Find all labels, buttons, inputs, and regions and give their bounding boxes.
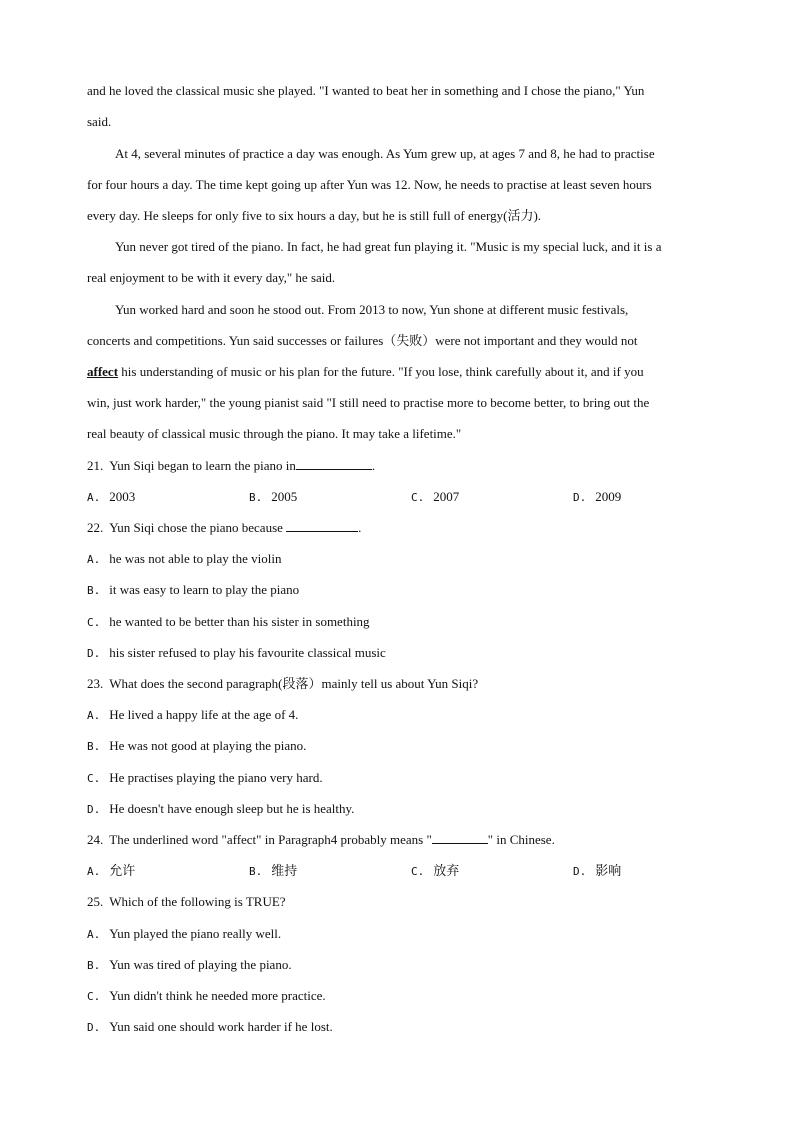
passage-line: [87, 363, 712, 381]
option-letter: D.: [87, 803, 101, 816]
answer-blank: [432, 831, 488, 844]
question-text-end: " in Chinese.: [487, 832, 555, 847]
option-text: Yun was tired of playing the piano.: [109, 957, 292, 972]
option-text: he wanted to be better than his sister in something: [109, 614, 370, 629]
option-text: it was easy to learn to play the piano: [109, 582, 300, 597]
option-text: 放弃: [433, 863, 460, 878]
question-text: Which of the following is TRUE?: [109, 894, 286, 909]
option-c[interactable]: [87, 769, 323, 787]
option-d[interactable]: [87, 1018, 333, 1036]
question-number: 24.: [87, 832, 104, 847]
option-letter: C.: [411, 865, 425, 878]
option-a[interactable]: [87, 706, 298, 724]
option-b[interactable]: [87, 581, 299, 599]
answer-blank: [296, 457, 372, 470]
option-text: Yun said one should work harder if he lost.: [109, 1019, 333, 1034]
option-letter: B.: [87, 959, 101, 972]
underlined-word: affect: [87, 364, 119, 379]
answer-blank: [286, 519, 358, 532]
option-text: Yun played the piano really well.: [109, 926, 282, 941]
option-text: his sister refused to play his favourite classical music: [109, 645, 386, 660]
option-d[interactable]: [87, 644, 386, 662]
question-number: 25.: [87, 894, 104, 909]
question-text-end: .: [358, 520, 362, 535]
option-a[interactable]: [87, 862, 135, 880]
passage-line: and he loved the classical music she played. "I wanted to beat her in something and I chose the piano," Yun: [87, 83, 645, 98]
option-a[interactable]: [87, 550, 281, 568]
option-text: 2003: [109, 489, 136, 504]
option-c[interactable]: [87, 987, 326, 1005]
option-text: He doesn't have enough sleep but he is healthy.: [109, 801, 355, 816]
option-text: He practises playing the piano very hard.: [109, 770, 323, 785]
option-d[interactable]: [573, 488, 621, 506]
option-text: 允许: [109, 863, 136, 878]
question-text-end: .: [371, 458, 376, 473]
question-21-stem: [87, 457, 712, 475]
option-c[interactable]: [411, 862, 459, 880]
option-text: He lived a happy life at the age of 4.: [109, 707, 299, 722]
option-text: he was not able to play the violin: [109, 551, 282, 566]
option-letter: C.: [87, 772, 101, 785]
option-letter: D.: [573, 491, 587, 504]
passage-line: Yun never got tired of the piano. In fact, he had great fun playing it. "Music is my special luck, and it is a: [115, 239, 662, 254]
passage-text: his understanding of music or his plan for the future. "If you lose, think carefully about it, and if you: [118, 364, 644, 379]
option-letter: C.: [87, 616, 101, 629]
option-c[interactable]: [87, 613, 370, 631]
option-letter: D.: [87, 647, 101, 660]
passage-line: every day. He sleeps for only five to six hours a day, but he is still full of energy(活力).: [87, 208, 542, 223]
option-text: 影响: [595, 863, 622, 878]
option-a[interactable]: [87, 488, 135, 506]
option-text: 2009: [595, 489, 622, 504]
option-letter: A.: [87, 709, 101, 722]
passage-line: Yun worked hard and soon he stood out. From 2013 to now, Yun shone at different music festivals,: [115, 302, 629, 317]
option-letter: A.: [87, 553, 101, 566]
option-b[interactable]: [249, 488, 297, 506]
passage-line: win, just work harder," the young pianist said "I still need to practise more to become better, to bring out the: [87, 395, 650, 410]
option-b[interactable]: [87, 737, 306, 755]
option-letter: B.: [249, 491, 263, 504]
option-b[interactable]: [87, 956, 292, 974]
question-text: Yun Siqi chose the piano because: [109, 520, 283, 535]
option-d[interactable]: [87, 800, 354, 818]
passage-line: At 4, several minutes of practice a day was enough. As Yum grew up, at ages 7 and 8, he had to practise: [115, 146, 655, 161]
passage-line: real beauty of classical music through the piano. It may take a lifetime.": [87, 426, 462, 441]
option-letter: B.: [249, 865, 263, 878]
option-c[interactable]: [411, 488, 459, 506]
passage-line: concerts and competitions. Yun said successes or failures（失败）were not important and they would not: [87, 333, 638, 348]
question-22-stem: [87, 519, 712, 537]
option-text: Yun didn't think he needed more practice.: [109, 988, 326, 1003]
question-number: 21.: [87, 458, 104, 473]
passage-line: for four hours a day. The time kept going up after Yun was 12. Now, he needs to practise at least seven hours: [87, 177, 652, 192]
question-number: 22.: [87, 520, 104, 535]
option-a[interactable]: [87, 925, 281, 943]
option-letter: A.: [87, 865, 101, 878]
question-text: What does the second paragraph(段落）mainly tell us about Yun Siqi?: [109, 676, 479, 691]
option-letter: C.: [411, 491, 425, 504]
option-text: 维持: [271, 863, 298, 878]
option-d[interactable]: [573, 862, 621, 880]
passage-line: real enjoyment to be with it every day," he said.: [87, 270, 336, 285]
question-text: The underlined word "affect" in Paragraph4 probably means ": [109, 832, 432, 847]
question-text: Yun Siqi began to learn the piano in: [109, 458, 296, 473]
option-letter: A.: [87, 928, 101, 941]
option-letter: B.: [87, 740, 101, 753]
option-letter: C.: [87, 990, 101, 1003]
option-b[interactable]: [249, 862, 297, 880]
option-letter: A.: [87, 491, 101, 504]
question-24-stem: [87, 831, 712, 849]
option-letter: D.: [87, 1021, 101, 1034]
question-number: 23.: [87, 676, 104, 691]
option-letter: B.: [87, 584, 101, 597]
option-text: 2007: [433, 489, 460, 504]
option-text: He was not good at playing the piano.: [109, 738, 307, 753]
option-text: 2005: [271, 489, 298, 504]
question-25-stem: [87, 893, 712, 911]
option-letter: D.: [573, 865, 587, 878]
question-23-stem: [87, 675, 712, 693]
passage-line: said.: [87, 114, 112, 129]
